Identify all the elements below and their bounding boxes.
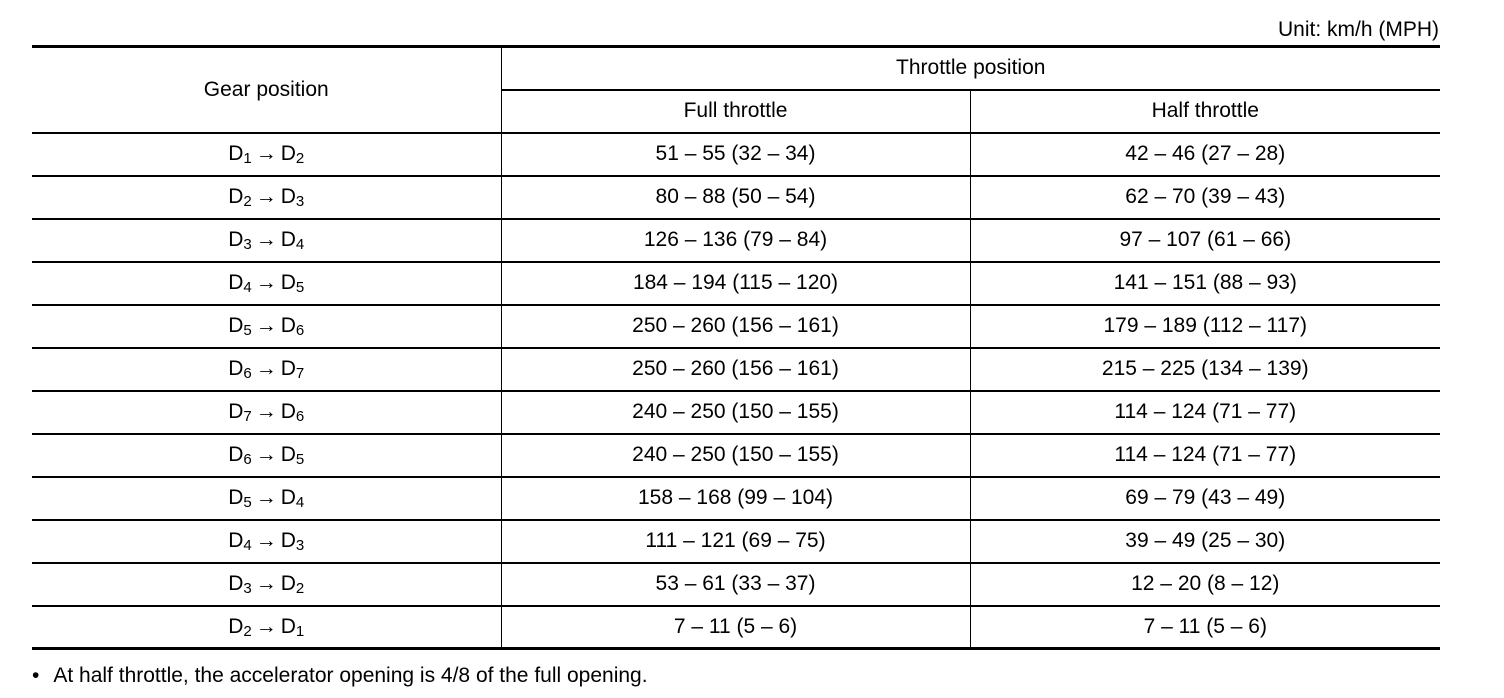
gear-shift-cell [32, 219, 501, 262]
to-gear-number: 5 [295, 279, 305, 296]
gear-shift-cell [32, 348, 501, 391]
to-gear-number: 3 [295, 537, 305, 554]
header-throttle-position: Throttle position [501, 47, 1440, 90]
to-gear: D [280, 185, 296, 208]
gear-shift-cell [32, 434, 501, 477]
header-half-throttle: Half throttle [970, 90, 1440, 133]
gear-shift-cell [32, 176, 501, 219]
arrow-icon: → [255, 614, 277, 638]
full-throttle-cell: 158 – 168 (99 – 104) [501, 477, 970, 520]
full-throttle-cell: 240 – 250 (150 – 155) [501, 434, 970, 477]
gear-shift-cell [32, 477, 501, 520]
to-gear: D [280, 142, 296, 165]
to-gear: D [280, 271, 296, 294]
full-throttle-cell: 80 – 88 (50 – 54) [501, 176, 970, 219]
table-row [32, 262, 1440, 305]
from-gear-number: 5 [243, 494, 252, 511]
to-gear-number: 2 [295, 580, 305, 597]
to-gear-number: 3 [295, 193, 305, 210]
gear-shift-cell [32, 520, 501, 563]
header-full-throttle: Full throttle [501, 90, 970, 133]
to-gear-number: 6 [295, 322, 305, 339]
full-throttle-cell: 250 – 260 (156 – 161) [501, 348, 970, 391]
from-gear-number: 6 [243, 365, 252, 382]
table-row [32, 305, 1440, 348]
shift-speed-table [32, 45, 1440, 650]
arrow-icon: → [255, 572, 277, 595]
from-gear: D [228, 314, 244, 337]
table-row [32, 563, 1440, 606]
half-throttle-cell: 39 – 49 (25 – 30) [970, 520, 1440, 563]
from-gear-number: 7 [243, 408, 252, 425]
from-gear: D [228, 400, 244, 423]
gear-shift-cell [32, 305, 501, 348]
from-gear: D [228, 228, 244, 251]
table-header [32, 47, 1440, 133]
arrow-icon: → [255, 228, 277, 251]
to-gear: D [280, 572, 296, 595]
half-throttle-cell: 215 – 225 (134 – 139) [970, 348, 1440, 391]
to-gear: D [280, 614, 296, 638]
half-throttle-cell: 179 – 189 (112 – 117) [970, 305, 1440, 348]
from-gear: D [228, 529, 244, 552]
half-throttle-cell: 97 – 107 (61 – 66) [970, 219, 1440, 262]
from-gear: D [228, 486, 244, 509]
to-gear: D [280, 486, 296, 509]
table-row [32, 348, 1440, 391]
table-row [32, 606, 1440, 649]
to-gear-number: 4 [295, 236, 305, 253]
from-gear: D [228, 572, 244, 595]
half-throttle-cell: 12 – 20 (8 – 12) [970, 563, 1440, 606]
full-throttle-cell: 111 – 121 (69 – 75) [501, 520, 970, 563]
to-gear: D [280, 443, 296, 466]
arrow-icon: → [255, 486, 277, 509]
from-gear: D [228, 142, 244, 165]
half-throttle-cell: 114 – 124 (71 – 77) [970, 434, 1440, 477]
table-row [32, 133, 1440, 176]
from-gear-number: 3 [243, 580, 252, 597]
arrow-icon: → [255, 443, 277, 466]
arrow-icon: → [255, 357, 277, 380]
to-gear-number: 1 [295, 622, 305, 640]
to-gear-number: 5 [295, 451, 305, 468]
from-gear-number: 2 [243, 193, 252, 210]
half-throttle-cell: 141 – 151 (88 – 93) [970, 262, 1440, 305]
table-row [32, 434, 1440, 477]
full-throttle-cell: 53 – 61 (33 – 37) [501, 563, 970, 606]
full-throttle-cell: 184 – 194 (115 – 120) [501, 262, 970, 305]
gear-shift-cell [32, 133, 501, 176]
from-gear: D [228, 357, 244, 380]
from-gear-number: 1 [243, 150, 252, 167]
to-gear: D [280, 228, 296, 251]
full-throttle-cell: 7 – 11 (5 – 6) [501, 606, 970, 649]
to-gear: D [280, 400, 296, 423]
full-throttle-cell: 51 – 55 (32 – 34) [501, 133, 970, 176]
full-throttle-cell: 240 – 250 (150 – 155) [501, 391, 970, 434]
to-gear: D [280, 529, 296, 552]
half-throttle-cell: 42 – 46 (27 – 28) [970, 133, 1440, 176]
arrow-icon: → [255, 400, 277, 423]
to-gear-number: 7 [295, 365, 305, 382]
arrow-icon: → [255, 142, 277, 165]
to-gear-number: 2 [295, 150, 305, 167]
to-gear: D [280, 314, 296, 337]
gear-shift-cell [32, 262, 501, 305]
from-gear-number: 2 [243, 622, 252, 640]
to-gear: D [280, 357, 296, 380]
from-gear-number: 5 [243, 322, 252, 339]
arrow-icon: → [255, 185, 277, 208]
arrow-icon: → [255, 314, 277, 337]
from-gear: D [228, 443, 244, 466]
header-gear-position: Gear position [32, 47, 501, 133]
footnote [32, 664, 648, 688]
gear-shift-cell [32, 563, 501, 606]
half-throttle-cell: 62 – 70 (39 – 43) [970, 176, 1440, 219]
to-gear-number: 4 [295, 494, 305, 511]
gear-shift-cell [32, 391, 501, 434]
from-gear: D [228, 614, 244, 638]
half-throttle-cell: 114 – 124 (71 – 77) [970, 391, 1440, 434]
table-row [32, 176, 1440, 219]
table-body [32, 133, 1440, 649]
bullet-icon: • [32, 664, 40, 687]
full-throttle-cell: 126 – 136 (79 – 84) [501, 219, 970, 262]
to-gear-number: 6 [295, 408, 305, 425]
from-gear-number: 3 [243, 236, 252, 253]
footnote-text: At half throttle, the accelerator opening is 4/8 of the full opening. [53, 664, 648, 687]
arrow-icon: → [255, 271, 277, 294]
table-row [32, 520, 1440, 563]
from-gear-number: 4 [243, 537, 252, 554]
half-throttle-cell: 69 – 79 (43 – 49) [970, 477, 1440, 520]
from-gear-number: 4 [243, 279, 252, 296]
from-gear: D [228, 185, 244, 208]
half-throttle-cell: 7 – 11 (5 – 6) [970, 606, 1440, 649]
table-row [32, 477, 1440, 520]
from-gear-number: 6 [243, 451, 252, 468]
table-row [32, 219, 1440, 262]
arrow-icon: → [255, 529, 277, 552]
table-row [32, 391, 1440, 434]
gear-shift-cell [32, 606, 501, 649]
full-throttle-cell: 250 – 260 (156 – 161) [501, 305, 970, 348]
unit-label: Unit: km/h (MPH) [1277, 18, 1439, 41]
from-gear: D [228, 271, 244, 294]
